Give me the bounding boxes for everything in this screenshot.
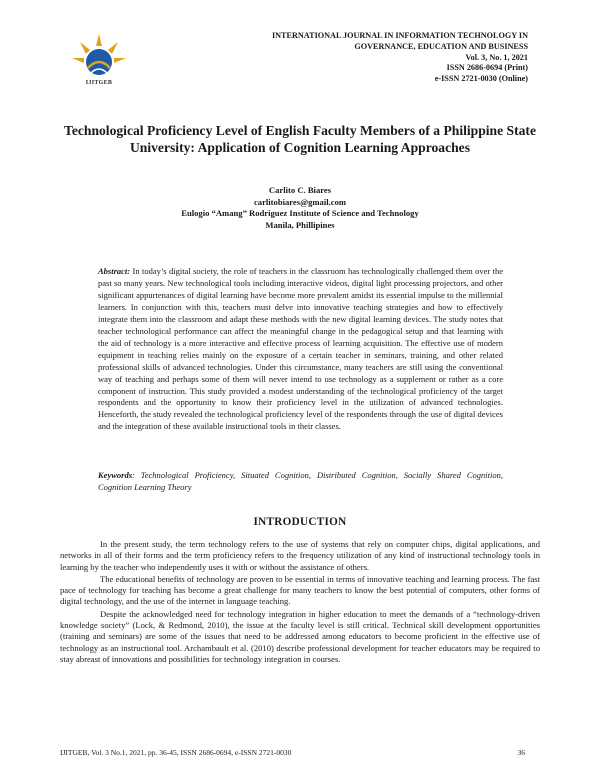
journal-name-line2: GOVERNANCE, EDUCATION AND BUSINESS (354, 41, 528, 51)
abstract (98, 266, 503, 433)
footer-citation: IJITGEB, Vol. 3 No.1, 2021, pp. 36-45, ISSN 2686-0694, e-ISSN 2721-0030 (60, 748, 292, 757)
journal-issn-print: ISSN 2686-0694 (Print) (446, 63, 528, 73)
intro-paragraph: Despite the acknowledged need for technology integration in higher education to meet the demands of a “technology-driven knowledge society” (Lock, & Redmond, 2010), the issue at the faculty level is still critical. Technical skill development opportunities (training and seminars) are some of the issues that need to be addressed among educators to become proficient in the effective use of technology as an instructional tool. Archambault et al. (2010) describe professional development for teacher educators may be required to stay abreast of innovations and possibilities for technology integration in courses. (60, 608, 540, 664)
journal-volume: Vol. 3, No. 1, 2021 (465, 52, 528, 62)
author-location: Manila, Phillipines (265, 219, 335, 230)
intro-paragraph: In the present study, the term technology refers to the use of systems that rely on computer chips, digital applications, and networks in all of their forms and the term proficiency refers to the frequency utilization of any kind of instructional technology tools in learning by the teacher who independently uses it with or without the assistance of others. (60, 539, 540, 572)
introduction-heading: INTRODUCTION (253, 516, 347, 528)
author-email[interactable]: carlitobiares@gmail.com (253, 196, 347, 207)
intro-paragraph: The educational benefits of technology are proven to be essential in terms of innovative teaching and learning process. The fast pace of technology for teaching has become a great challenge for many teachers to know the best potential of computers, other forms of digital technology, and the use of the internet in language teaching. (60, 573, 540, 607)
page-number: 36 (517, 748, 525, 757)
keywords-text: : Technological Proficiency, Situated Cognition, Distributed Cognition, Socially Shared Cognition, Cognition Learning Theory (98, 470, 503, 492)
journal-issn-online: e-ISSN 2721-0030 (Online) (434, 74, 528, 84)
logo-label: IJITGEB (85, 80, 113, 86)
author-institution: Eulogio “Amang” Rodriguez Institute of Science and Technology (181, 208, 419, 218)
abstract-text: In today’s digital society, the role of teachers in the classroom has technologically challenged them over the past so many years. New technological tools including interactive videos, digital light processing projectors, and other significant appurtenances of digital learning have become more prevalent amidst its essential impulse to the millennial learners. In conjunction with this, teachers must delve into innovative teaching strategies and how to effectively integrate them into the classroom and adapt these methods with the new digital learning devices. The study notes that teacher technological performance can affect the meaningful change in the pedagogical setup and that learning with the aid of technology is a more interactive and effective process of learning acquisition. The effective use of modern equipment in teaching relies mainly on the exposure of a certain teacher in seminars, training, and other related professional skills of advanced technologies. Under this circumstance, many teachers are still using the conventional way of teaching and perhaps some of them will never intend to use technology as a supplement or rather as a core component of instruction. This study provided a modest understanding of the technological proficiency of the target respondents and the opportunity to know their proficiency level in the utilization of advanced technologies. Henceforth, the study revealed the technological proficiency level of the respondents through the use of digital devices and the integration of these available instructional tools in their classes. (98, 266, 503, 432)
journal-header (272, 31, 528, 85)
author-block (60, 185, 540, 231)
paper-title: Technological Proficiency Level of English Faculty Members of a Philippine State University: Application of Cognition Learning Approaches (64, 123, 536, 155)
journal-name-line1: INTERNATIONAL JOURNAL IN INFORMATION TECHNOLOGY IN (271, 31, 528, 40)
introduction-body (60, 539, 540, 666)
keywords (98, 470, 503, 494)
abstract-label: Abstract: (98, 266, 131, 276)
author-name: Carlito C. Biares (268, 185, 332, 195)
keywords-label: Keywords (98, 470, 132, 480)
